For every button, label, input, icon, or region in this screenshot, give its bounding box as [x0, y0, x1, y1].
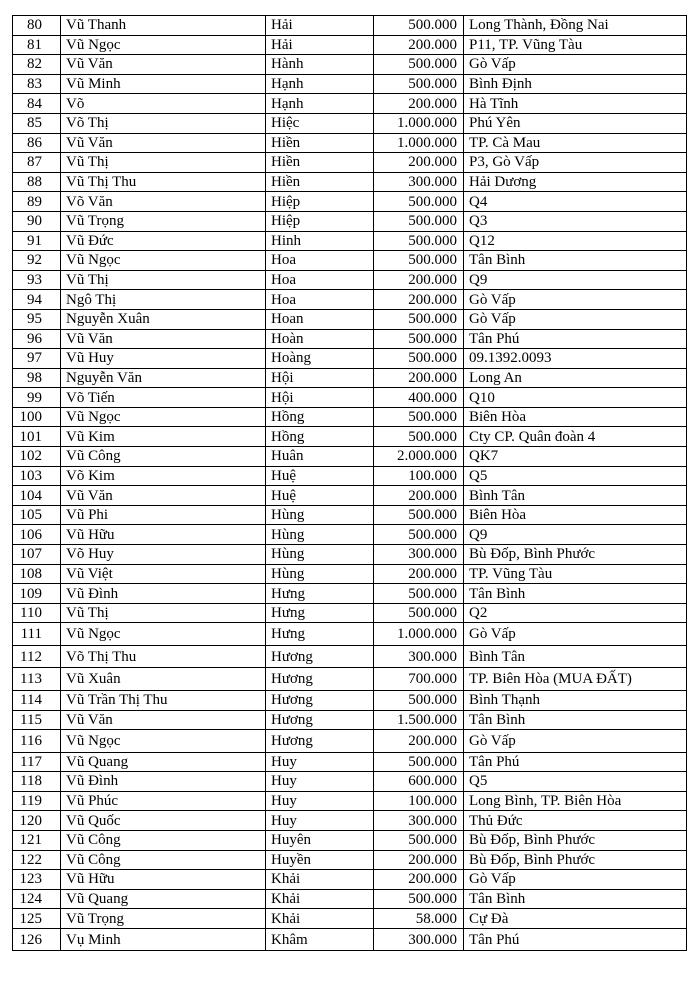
given-name-cell: Khải: [266, 870, 374, 890]
address-cell: P11, TP. Vũng Tàu: [464, 35, 687, 55]
row-number-cell: 89: [13, 192, 61, 212]
row-number-cell: 123: [13, 870, 61, 890]
given-name-cell: Huệ: [266, 486, 374, 506]
address-cell: Bù Đốp, Bình Phước: [464, 830, 687, 850]
table-row: [13, 584, 687, 604]
donation-amount-cell: 500.000: [374, 55, 464, 75]
address-cell: Q4: [464, 192, 687, 212]
given-name-cell: Hội: [266, 388, 374, 408]
row-number-cell: 84: [13, 94, 61, 114]
donor-table: [12, 15, 687, 951]
table-row: [13, 407, 687, 427]
table-row: [13, 850, 687, 870]
donation-amount-cell: 700.000: [374, 668, 464, 691]
address-cell: Long Bình, TP. Biên Hòa: [464, 791, 687, 811]
given-name-cell: Khải: [266, 889, 374, 909]
address-cell: 09.1392.0093: [464, 349, 687, 369]
address-cell: Q3: [464, 211, 687, 231]
family-name-cell: Võ Huy: [61, 545, 266, 565]
given-name-cell: Hạnh: [266, 74, 374, 94]
given-name-cell: Hồng: [266, 407, 374, 427]
row-number-cell: 121: [13, 830, 61, 850]
given-name-cell: Hội: [266, 368, 374, 388]
row-number-cell: 104: [13, 486, 61, 506]
donation-amount-cell: 100.000: [374, 466, 464, 486]
address-cell: Long An: [464, 368, 687, 388]
table-row: [13, 231, 687, 251]
donation-amount-cell: 200.000: [374, 290, 464, 310]
donation-amount-cell: 500.000: [374, 349, 464, 369]
donation-amount-cell: 500.000: [374, 211, 464, 231]
address-cell: Bình Thạnh: [464, 690, 687, 710]
row-number-cell: 111: [13, 623, 61, 646]
family-name-cell: Vũ Văn: [61, 710, 266, 730]
donation-amount-cell: 200.000: [374, 486, 464, 506]
row-number-cell: 82: [13, 55, 61, 75]
family-name-cell: Vũ Xuân: [61, 668, 266, 691]
donation-amount-cell: 600.000: [374, 772, 464, 792]
given-name-cell: Hạnh: [266, 94, 374, 114]
given-name-cell: Hành: [266, 55, 374, 75]
table-row: [13, 251, 687, 271]
donation-amount-cell: 400.000: [374, 388, 464, 408]
table-row: [13, 270, 687, 290]
given-name-cell: Huy: [266, 811, 374, 831]
given-name-cell: Hương: [266, 668, 374, 691]
row-number-cell: 103: [13, 466, 61, 486]
row-number-cell: 117: [13, 752, 61, 772]
donation-amount-cell: 200.000: [374, 870, 464, 890]
family-name-cell: Vũ Trần Thị Thu: [61, 690, 266, 710]
address-cell: Bình Tân: [464, 645, 687, 668]
table-row: [13, 94, 687, 114]
row-number-cell: 124: [13, 889, 61, 909]
donation-amount-cell: 100.000: [374, 791, 464, 811]
family-name-cell: Nguyễn Xuân: [61, 309, 266, 329]
donation-amount-cell: 500.000: [374, 74, 464, 94]
row-number-cell: 118: [13, 772, 61, 792]
family-name-cell: Vũ Văn: [61, 486, 266, 506]
row-number-cell: 106: [13, 525, 61, 545]
family-name-cell: Vũ Ngọc: [61, 251, 266, 271]
donation-amount-cell: 500.000: [374, 251, 464, 271]
donation-amount-cell: 200.000: [374, 35, 464, 55]
given-name-cell: Huy: [266, 791, 374, 811]
table-row: [13, 309, 687, 329]
row-number-cell: 115: [13, 710, 61, 730]
row-number-cell: 125: [13, 909, 61, 929]
donation-amount-cell: 200.000: [374, 368, 464, 388]
address-cell: Gò Vấp: [464, 290, 687, 310]
given-name-cell: Hương: [266, 645, 374, 668]
given-name-cell: Hiệp: [266, 192, 374, 212]
family-name-cell: Nguyễn Văn: [61, 368, 266, 388]
donation-amount-cell: 1.000.000: [374, 133, 464, 153]
table-row: [13, 427, 687, 447]
row-number-cell: 116: [13, 730, 61, 753]
given-name-cell: Hưng: [266, 623, 374, 646]
donation-amount-cell: 2.000.000: [374, 447, 464, 467]
given-name-cell: Hùng: [266, 564, 374, 584]
family-name-cell: Vũ Đức: [61, 231, 266, 251]
row-number-cell: 107: [13, 545, 61, 565]
table-row: [13, 710, 687, 730]
row-number-cell: 120: [13, 811, 61, 831]
table-row: [13, 35, 687, 55]
address-cell: Cty CP. Quân đoàn 4: [464, 427, 687, 447]
family-name-cell: Vũ Ngọc: [61, 730, 266, 753]
given-name-cell: Hoa: [266, 270, 374, 290]
family-name-cell: Vũ Kim: [61, 427, 266, 447]
family-name-cell: Vũ Minh: [61, 74, 266, 94]
donation-amount-cell: 300.000: [374, 928, 464, 951]
given-name-cell: Hiền: [266, 153, 374, 173]
address-cell: Phú Yên: [464, 113, 687, 133]
family-name-cell: Vũ Trọng: [61, 211, 266, 231]
family-name-cell: Vũ Ngọc: [61, 623, 266, 646]
row-number-cell: 98: [13, 368, 61, 388]
address-cell: Hải Dương: [464, 172, 687, 192]
address-cell: TP. Biên Hòa (MUA ĐẤT): [464, 668, 687, 691]
address-cell: Tân Phú: [464, 928, 687, 951]
table-row: [13, 564, 687, 584]
given-name-cell: Hoàng: [266, 349, 374, 369]
table-row: [13, 603, 687, 623]
row-number-cell: 93: [13, 270, 61, 290]
donation-amount-cell: 200.000: [374, 153, 464, 173]
address-cell: Biên Hòa: [464, 505, 687, 525]
donor-list-sheet: [12, 15, 686, 951]
row-number-cell: 83: [13, 74, 61, 94]
address-cell: Bình Định: [464, 74, 687, 94]
donation-amount-cell: 1.000.000: [374, 113, 464, 133]
given-name-cell: Huy: [266, 772, 374, 792]
given-name-cell: Khâm: [266, 928, 374, 951]
row-number-cell: 86: [13, 133, 61, 153]
family-name-cell: Vũ Thanh: [61, 16, 266, 36]
donation-amount-cell: 300.000: [374, 645, 464, 668]
donation-amount-cell: 300.000: [374, 811, 464, 831]
family-name-cell: Vũ Quang: [61, 889, 266, 909]
address-cell: Gò Vấp: [464, 870, 687, 890]
given-name-cell: Hiền: [266, 133, 374, 153]
donation-amount-cell: 500.000: [374, 525, 464, 545]
donation-amount-cell: 200.000: [374, 850, 464, 870]
address-cell: Q10: [464, 388, 687, 408]
table-row: [13, 133, 687, 153]
family-name-cell: Ngô Thị: [61, 290, 266, 310]
row-number-cell: 113: [13, 668, 61, 691]
family-name-cell: Vũ Văn: [61, 133, 266, 153]
given-name-cell: Hồng: [266, 427, 374, 447]
address-cell: Q9: [464, 270, 687, 290]
family-name-cell: Vũ Hữu: [61, 525, 266, 545]
table-row: [13, 113, 687, 133]
table-row: [13, 153, 687, 173]
table-row: [13, 525, 687, 545]
family-name-cell: Vụ Minh: [61, 928, 266, 951]
address-cell: Biên Hòa: [464, 407, 687, 427]
donation-amount-cell: 500.000: [374, 830, 464, 850]
donation-amount-cell: 500.000: [374, 584, 464, 604]
table-row: [13, 505, 687, 525]
family-name-cell: Võ Thị Thu: [61, 645, 266, 668]
row-number-cell: 85: [13, 113, 61, 133]
donation-amount-cell: 58.000: [374, 909, 464, 929]
row-number-cell: 92: [13, 251, 61, 271]
table-row: [13, 909, 687, 929]
family-name-cell: Vũ Đình: [61, 584, 266, 604]
row-number-cell: 94: [13, 290, 61, 310]
given-name-cell: Hương: [266, 710, 374, 730]
address-cell: TP. Cà Mau: [464, 133, 687, 153]
family-name-cell: Vũ Thị: [61, 153, 266, 173]
table-row: [13, 870, 687, 890]
table-row: [13, 830, 687, 850]
row-number-cell: 114: [13, 690, 61, 710]
given-name-cell: Huy: [266, 752, 374, 772]
address-cell: P3, Gò Vấp: [464, 153, 687, 173]
address-cell: Q5: [464, 466, 687, 486]
donation-amount-cell: 1.000.000: [374, 623, 464, 646]
address-cell: Bù Đốp, Bình Phước: [464, 545, 687, 565]
family-name-cell: Võ Tiến: [61, 388, 266, 408]
given-name-cell: Hương: [266, 690, 374, 710]
donation-amount-cell: 200.000: [374, 564, 464, 584]
address-cell: Gò Vấp: [464, 730, 687, 753]
address-cell: Tân Bình: [464, 889, 687, 909]
family-name-cell: Vũ Thị: [61, 603, 266, 623]
given-name-cell: Hoàn: [266, 329, 374, 349]
family-name-cell: Võ Văn: [61, 192, 266, 212]
table-row: [13, 545, 687, 565]
table-row: [13, 928, 687, 951]
row-number-cell: 97: [13, 349, 61, 369]
family-name-cell: Vũ Thị Thu: [61, 172, 266, 192]
table-row: [13, 55, 687, 75]
row-number-cell: 80: [13, 16, 61, 36]
family-name-cell: Vũ Công: [61, 850, 266, 870]
donation-amount-cell: 500.000: [374, 505, 464, 525]
table-row: [13, 192, 687, 212]
table-row: [13, 645, 687, 668]
table-row: [13, 329, 687, 349]
donor-table-body: [13, 16, 687, 951]
donation-amount-cell: 300.000: [374, 545, 464, 565]
family-name-cell: Vũ Ngọc: [61, 35, 266, 55]
donation-amount-cell: 500.000: [374, 603, 464, 623]
row-number-cell: 90: [13, 211, 61, 231]
row-number-cell: 105: [13, 505, 61, 525]
table-row: [13, 752, 687, 772]
table-row: [13, 690, 687, 710]
address-cell: Tân Phú: [464, 752, 687, 772]
given-name-cell: Hinh: [266, 231, 374, 251]
given-name-cell: Hoa: [266, 290, 374, 310]
family-name-cell: Vũ Quốc: [61, 811, 266, 831]
address-cell: Gò Vấp: [464, 623, 687, 646]
address-cell: Q5: [464, 772, 687, 792]
given-name-cell: Huyền: [266, 850, 374, 870]
table-row: [13, 211, 687, 231]
address-cell: QK7: [464, 447, 687, 467]
row-number-cell: 87: [13, 153, 61, 173]
table-row: [13, 447, 687, 467]
table-row: [13, 811, 687, 831]
family-name-cell: Vũ Đình: [61, 772, 266, 792]
given-name-cell: Hiền: [266, 172, 374, 192]
donation-amount-cell: 500.000: [374, 329, 464, 349]
table-row: [13, 466, 687, 486]
donation-amount-cell: 500.000: [374, 231, 464, 251]
table-row: [13, 172, 687, 192]
family-name-cell: Vũ Văn: [61, 329, 266, 349]
given-name-cell: Hiệp: [266, 211, 374, 231]
table-row: [13, 623, 687, 646]
family-name-cell: Vũ Phúc: [61, 791, 266, 811]
donation-amount-cell: 500.000: [374, 16, 464, 36]
row-number-cell: 81: [13, 35, 61, 55]
row-number-cell: 122: [13, 850, 61, 870]
family-name-cell: Võ Thị: [61, 113, 266, 133]
address-cell: Bình Tân: [464, 486, 687, 506]
address-cell: Hà Tĩnh: [464, 94, 687, 114]
donation-amount-cell: 500.000: [374, 690, 464, 710]
row-number-cell: 96: [13, 329, 61, 349]
donation-amount-cell: 300.000: [374, 172, 464, 192]
address-cell: Cự Đà: [464, 909, 687, 929]
row-number-cell: 88: [13, 172, 61, 192]
family-name-cell: Võ: [61, 94, 266, 114]
table-row: [13, 16, 687, 36]
row-number-cell: 101: [13, 427, 61, 447]
table-row: [13, 791, 687, 811]
donation-amount-cell: 200.000: [374, 730, 464, 753]
family-name-cell: Vũ Phi: [61, 505, 266, 525]
address-cell: Tân Bình: [464, 710, 687, 730]
given-name-cell: Hùng: [266, 505, 374, 525]
family-name-cell: Vũ Thị: [61, 270, 266, 290]
family-name-cell: Vũ Ngọc: [61, 407, 266, 427]
given-name-cell: Hương: [266, 730, 374, 753]
address-cell: Tân Bình: [464, 584, 687, 604]
table-row: [13, 290, 687, 310]
table-row: [13, 889, 687, 909]
given-name-cell: Hưng: [266, 603, 374, 623]
donation-amount-cell: 500.000: [374, 752, 464, 772]
given-name-cell: Hùng: [266, 525, 374, 545]
table-row: [13, 486, 687, 506]
given-name-cell: Khải: [266, 909, 374, 929]
family-name-cell: Vũ Việt: [61, 564, 266, 584]
table-row: [13, 349, 687, 369]
address-cell: Q2: [464, 603, 687, 623]
given-name-cell: Huân: [266, 447, 374, 467]
donation-amount-cell: 1.500.000: [374, 710, 464, 730]
address-cell: Gò Vấp: [464, 55, 687, 75]
family-name-cell: Vũ Trọng: [61, 909, 266, 929]
given-name-cell: Hoan: [266, 309, 374, 329]
given-name-cell: Hải: [266, 35, 374, 55]
address-cell: Thủ Đức: [464, 811, 687, 831]
donation-amount-cell: 500.000: [374, 427, 464, 447]
given-name-cell: Hoa: [266, 251, 374, 271]
family-name-cell: Vũ Hữu: [61, 870, 266, 890]
donation-amount-cell: 500.000: [374, 889, 464, 909]
given-name-cell: Hùng: [266, 545, 374, 565]
address-cell: Long Thành, Đồng Nai: [464, 16, 687, 36]
family-name-cell: Vũ Công: [61, 447, 266, 467]
table-row: [13, 74, 687, 94]
family-name-cell: Vũ Huy: [61, 349, 266, 369]
family-name-cell: Vũ Công: [61, 830, 266, 850]
row-number-cell: 99: [13, 388, 61, 408]
address-cell: TP. Vũng Tàu: [464, 564, 687, 584]
row-number-cell: 110: [13, 603, 61, 623]
row-number-cell: 126: [13, 928, 61, 951]
table-row: [13, 388, 687, 408]
given-name-cell: Hiệc: [266, 113, 374, 133]
address-cell: Q12: [464, 231, 687, 251]
address-cell: Bù Đốp, Bình Phước: [464, 850, 687, 870]
row-number-cell: 95: [13, 309, 61, 329]
address-cell: Tân Phú: [464, 329, 687, 349]
donation-amount-cell: 500.000: [374, 309, 464, 329]
table-row: [13, 772, 687, 792]
table-row: [13, 730, 687, 753]
address-cell: Tân Bình: [464, 251, 687, 271]
donation-amount-cell: 200.000: [374, 94, 464, 114]
table-row: [13, 668, 687, 691]
given-name-cell: Huyên: [266, 830, 374, 850]
row-number-cell: 112: [13, 645, 61, 668]
given-name-cell: Hải: [266, 16, 374, 36]
address-cell: Gò Vấp: [464, 309, 687, 329]
donation-amount-cell: 200.000: [374, 270, 464, 290]
address-cell: Q9: [464, 525, 687, 545]
table-row: [13, 368, 687, 388]
family-name-cell: Vũ Văn: [61, 55, 266, 75]
row-number-cell: 109: [13, 584, 61, 604]
row-number-cell: 102: [13, 447, 61, 467]
donation-amount-cell: 500.000: [374, 192, 464, 212]
given-name-cell: Huệ: [266, 466, 374, 486]
row-number-cell: 119: [13, 791, 61, 811]
row-number-cell: 91: [13, 231, 61, 251]
given-name-cell: Hưng: [266, 584, 374, 604]
family-name-cell: Vũ Quang: [61, 752, 266, 772]
row-number-cell: 100: [13, 407, 61, 427]
donation-amount-cell: 500.000: [374, 407, 464, 427]
row-number-cell: 108: [13, 564, 61, 584]
family-name-cell: Võ Kim: [61, 466, 266, 486]
